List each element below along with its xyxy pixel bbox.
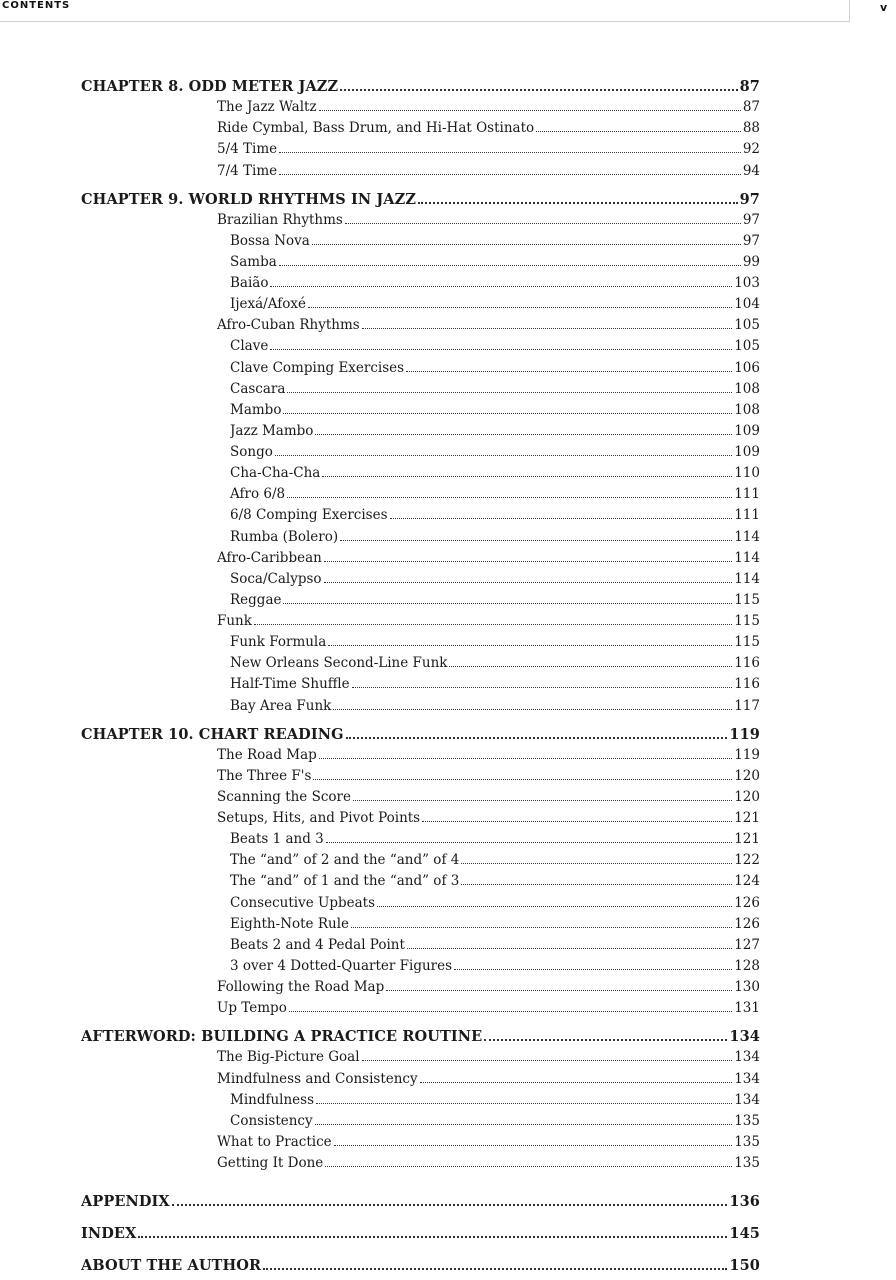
dot-leader	[407, 948, 732, 949]
toc-entry-title: Setups, Hits, and Pivot Points	[217, 810, 421, 827]
toc-chapter-entry[interactable]	[81, 1193, 760, 1210]
toc-chapter-entry[interactable]	[81, 1225, 760, 1242]
toc-section-entry[interactable]	[217, 979, 760, 995]
dot-leader	[418, 202, 738, 204]
toc-entry-title: Clave	[230, 338, 269, 355]
dot-leader	[461, 863, 732, 864]
toc-entry-page: 130	[734, 979, 760, 995]
toc-section-entry[interactable]	[217, 1071, 760, 1087]
dot-leader	[322, 476, 732, 477]
dot-leader	[325, 1166, 732, 1167]
toc-entry-title: Mambo	[230, 401, 282, 418]
toc-section-entry[interactable]	[217, 1155, 760, 1171]
toc-entry-page: 97	[739, 190, 760, 208]
toc-section-entry[interactable]	[230, 444, 760, 460]
toc-section-entry[interactable]	[217, 141, 760, 157]
toc-entry-page: 126	[734, 915, 760, 932]
toc-entry-page: 111	[734, 507, 760, 524]
toc-section-entry[interactable]	[217, 550, 760, 566]
toc-section-entry[interactable]	[230, 423, 760, 439]
toc-section-entry[interactable]	[217, 163, 760, 179]
toc-section-entry[interactable]	[230, 958, 760, 974]
toc-chapter-entry[interactable]	[81, 1028, 760, 1045]
dot-leader	[324, 561, 732, 562]
toc-chapter-entry[interactable]	[81, 78, 760, 95]
toc-entry-page: 87	[739, 78, 760, 95]
toc-section-entry[interactable]	[217, 768, 760, 784]
toc-entry-page: 105	[734, 317, 760, 334]
toc-entry-title: 6/8 Comping Exercises	[230, 507, 388, 524]
toc-entry-title: CHAPTER 8. ODD METER JAZZ	[81, 78, 339, 95]
toc-entry-title: INDEX	[81, 1225, 137, 1243]
dot-leader	[279, 174, 741, 175]
toc-entry-page: 115	[734, 634, 760, 651]
dot-leader	[308, 307, 732, 308]
dot-leader	[377, 906, 732, 907]
toc-entry-title: The Three F's	[217, 767, 312, 784]
dot-leader	[345, 223, 741, 224]
toc-entry-page: 111	[734, 486, 760, 503]
toc-entry-page: 97	[742, 232, 760, 249]
toc-entry-title: Afro-Caribbean	[217, 549, 322, 566]
toc-entry-title: Baião	[230, 275, 269, 292]
toc-section-entry[interactable]	[230, 1092, 760, 1108]
toc-entry-title: The Jazz Waltz	[217, 99, 317, 116]
toc-section-entry[interactable]	[217, 120, 760, 136]
toc-section-entry[interactable]	[230, 486, 760, 502]
toc-chapter-entry[interactable]	[81, 1257, 760, 1274]
dot-leader	[386, 990, 732, 991]
toc-entry-page: 121	[734, 831, 760, 848]
toc-entry-title: New Orleans Second-Line Funk	[230, 655, 448, 672]
toc-section-entry[interactable]	[230, 1113, 760, 1129]
toc-section-entry[interactable]	[230, 655, 760, 671]
toc-section-entry[interactable]	[230, 895, 760, 911]
toc-chapter-entry[interactable]	[81, 726, 760, 743]
dot-leader	[312, 244, 741, 245]
toc-entry-page: 106	[734, 359, 760, 376]
toc-section-entry[interactable]	[230, 529, 760, 545]
toc-entry-title: Reggae	[230, 591, 282, 608]
toc-entry-page: 104	[734, 296, 760, 313]
toc-entry-page: 114	[734, 549, 760, 566]
toc-entry-page: 109	[734, 422, 760, 439]
dot-leader	[279, 152, 741, 153]
toc-entry-title: ABOUT THE AUTHOR	[81, 1257, 262, 1275]
toc-entry-title: Songo	[230, 444, 273, 460]
toc-section-entry[interactable]	[230, 937, 760, 953]
dot-leader	[319, 110, 741, 111]
toc-entry-title: Beats 2 and 4 Pedal Point	[230, 936, 405, 953]
toc-entry-title: What to Practice	[217, 1133, 332, 1150]
toc-entry-title: Bay Area Funk	[230, 697, 332, 714]
toc-section-entry[interactable]	[230, 507, 760, 523]
toc-entry-title: Jazz Mambo	[230, 422, 314, 439]
toc-entry-title: The Road Map	[217, 746, 317, 763]
toc-section-entry[interactable]	[230, 634, 760, 650]
toc-entry-page: 128	[734, 957, 760, 974]
toc-entry-title: Samba	[230, 254, 277, 270]
toc-entry-page: 105	[734, 338, 760, 355]
dot-leader	[279, 265, 741, 266]
toc-entry-title: CHAPTER 10. CHART READING	[81, 725, 344, 743]
toc-entry-title: Bossa Nova	[230, 232, 310, 249]
dot-leader	[390, 518, 733, 519]
toc-entry-page: 103	[734, 275, 760, 292]
toc-entry-title: The “and” of 2 and the “and” of 4	[230, 852, 460, 869]
toc-section-entry[interactable]	[230, 254, 760, 270]
dot-leader	[138, 1236, 727, 1238]
toc-section-entry[interactable]	[230, 592, 760, 608]
toc-section-entry[interactable]	[217, 747, 760, 763]
toc-entry-title: Consistency	[230, 1112, 313, 1129]
toc-entry-title: Rumba (Bolero)	[230, 528, 339, 545]
toc-section-entry[interactable]	[230, 402, 760, 418]
dot-leader	[313, 779, 732, 780]
dot-leader	[353, 800, 732, 801]
toc-entry-title: CHAPTER 9. WORLD RHYTHMS IN JAZZ	[81, 190, 417, 208]
dot-leader	[484, 1039, 727, 1041]
toc-entry-page: 116	[734, 676, 760, 693]
toc-entry-title: Ride Cymbal, Bass Drum, and Hi-Hat Ostinato	[217, 120, 535, 137]
toc-entry-title: APPENDIX	[81, 1193, 170, 1211]
toc-entry-page: 92	[742, 141, 760, 158]
toc-section-entry[interactable]	[230, 873, 760, 889]
toc-entry-page: 124	[734, 873, 760, 890]
toc-entry-title: Getting It Done	[217, 1155, 324, 1171]
dot-leader	[351, 927, 732, 928]
dot-leader	[283, 413, 732, 414]
toc-entry-page: 122	[734, 852, 760, 869]
dot-leader	[326, 842, 732, 843]
toc-entry-page: 99	[742, 254, 760, 270]
dot-leader	[289, 1011, 732, 1012]
toc-entry-page: 94	[742, 162, 760, 179]
dot-leader	[270, 349, 732, 350]
dot-leader	[340, 89, 737, 91]
dot-leader	[362, 1060, 733, 1061]
toc-entry-page: 120	[734, 767, 760, 784]
dot-leader	[270, 286, 732, 287]
toc-entry-page: 115	[734, 613, 760, 629]
dot-leader	[316, 1103, 732, 1104]
dot-leader	[324, 582, 733, 583]
dot-leader	[333, 709, 732, 710]
toc-entry-title: Ijexá/Afoxé	[230, 296, 306, 313]
toc-section-entry[interactable]	[217, 212, 760, 228]
toc-entry-title: Eighth-Note Rule	[230, 915, 350, 932]
toc-section-entry[interactable]	[230, 381, 760, 397]
toc-entry-title: Scanning the Score	[217, 789, 351, 805]
dot-leader	[287, 392, 732, 393]
dot-leader	[254, 624, 732, 625]
dot-leader	[283, 603, 732, 604]
toc-entry-page: 117	[734, 697, 760, 714]
toc-section-entry[interactable]	[230, 831, 760, 847]
toc-entry-page: 134	[734, 1091, 760, 1108]
toc-section-entry[interactable]	[217, 613, 760, 629]
toc-section-entry[interactable]	[230, 275, 760, 291]
toc-entry-title: Mindfulness	[230, 1091, 315, 1108]
toc-entry-page: 127	[734, 936, 760, 953]
toc-section-entry[interactable]	[217, 810, 760, 826]
toc-entry-title: 5/4 Time	[217, 141, 278, 158]
dot-leader	[352, 687, 733, 688]
dot-leader	[328, 645, 732, 646]
toc-entry-title: Afro 6/8	[230, 486, 286, 503]
toc-entry-title: Cascara	[230, 380, 286, 397]
toc-section-entry[interactable]	[230, 465, 760, 481]
toc-entry-title: Following the Road Map	[217, 979, 385, 995]
dot-leader	[275, 455, 732, 456]
dot-leader	[346, 737, 728, 739]
toc-entry-page: 119	[734, 746, 760, 763]
toc-entry-page: 126	[734, 894, 760, 911]
toc-entry-title: Beats 1 and 3	[230, 831, 324, 848]
toc-entry-page: 134	[729, 1028, 760, 1046]
dot-leader	[172, 1204, 728, 1206]
toc-entry-page: 135	[734, 1112, 760, 1129]
toc-section-entry[interactable]	[230, 360, 760, 376]
toc-entry-title: 7/4 Time	[217, 162, 278, 179]
dot-leader	[319, 758, 732, 759]
toc-section-entry[interactable]	[217, 789, 760, 805]
dot-leader	[420, 1082, 733, 1083]
toc-entry-page: 131	[734, 1000, 760, 1017]
toc-section-entry[interactable]	[230, 698, 760, 714]
toc-entry-title: Afro-Cuban Rhythms	[217, 317, 360, 334]
dot-leader	[340, 540, 732, 541]
toc-entry-page: 135	[734, 1155, 760, 1171]
toc-entry-title: Soca/Calypso	[230, 570, 322, 587]
toc-entry-page: 109	[734, 444, 760, 460]
toc-section-entry[interactable]	[230, 916, 760, 932]
toc-entry-page: 114	[734, 570, 760, 587]
dot-leader	[454, 969, 732, 970]
toc-entry-title: AFTERWORD: BUILDING A PRACTICE ROUTINE	[81, 1028, 483, 1046]
dot-leader	[315, 1124, 733, 1125]
toc-entry-page: 108	[734, 401, 760, 418]
dot-leader	[422, 821, 732, 822]
toc-entry-title: Funk Formula	[230, 634, 327, 651]
toc-section-entry[interactable]	[230, 233, 760, 249]
toc-entry-page: 134	[734, 1070, 760, 1087]
toc-entry-page: 150	[729, 1257, 760, 1275]
toc-entry-page: 120	[734, 789, 760, 805]
toc-entry-page: 97	[742, 211, 760, 228]
toc-entry-page: 87	[742, 99, 760, 116]
toc-section-entry[interactable]	[230, 338, 760, 354]
toc-chapter-entry[interactable]	[81, 191, 760, 208]
toc-entry-page: 110	[734, 465, 760, 482]
toc-entry-title: Funk	[217, 613, 252, 629]
dot-leader	[263, 1268, 727, 1270]
dot-leader	[362, 328, 733, 329]
dot-leader	[536, 131, 741, 132]
toc-entry-page: 135	[734, 1133, 760, 1150]
toc-entry-title: The “and” of 1 and the “and” of 3	[230, 873, 460, 890]
toc-entry-title: Up Tempo	[217, 1000, 287, 1017]
toc-entry-page: 134	[734, 1049, 760, 1066]
dot-leader	[315, 434, 732, 435]
chevron-down-icon[interactable]: v	[880, 1, 888, 14]
contents-header-bar	[0, 0, 850, 22]
contents-title: CONTENTS	[2, 0, 71, 11]
toc-entry-page: 88	[742, 120, 760, 137]
toc-entry-title: Cha-Cha-Cha	[230, 465, 321, 482]
toc-entry-title: Consecutive Upbeats	[230, 894, 376, 911]
toc-entry-title: Half-Time Shuffle	[230, 676, 350, 693]
toc-section-entry[interactable]	[217, 317, 760, 333]
toc-entry-title: Mindfulness and Consistency	[217, 1070, 418, 1087]
toc-entry-title: Clave Comping Exercises	[230, 359, 405, 376]
dot-leader	[334, 1145, 733, 1146]
toc-entry-page: 119	[729, 725, 760, 743]
toc-entry-title: The Big-Picture Goal	[217, 1049, 360, 1066]
toc-entry-page: 145	[729, 1225, 760, 1243]
toc-entry-page: 116	[734, 655, 760, 672]
toc-section-entry[interactable]	[217, 1134, 760, 1150]
dot-leader	[461, 884, 732, 885]
toc-section-entry[interactable]	[230, 571, 760, 587]
toc-section-entry[interactable]	[217, 99, 760, 115]
toc-entry-page: 114	[734, 528, 760, 545]
toc-entry-page: 121	[734, 810, 760, 827]
dot-leader	[406, 371, 732, 372]
toc-section-entry[interactable]	[217, 1000, 760, 1016]
toc-entry-title: Brazilian Rhythms	[217, 211, 343, 228]
dot-leader	[449, 666, 732, 667]
toc-entry-page: 115	[734, 591, 760, 608]
toc-section-entry[interactable]	[230, 676, 760, 692]
toc-section-entry[interactable]	[230, 852, 760, 868]
toc-entry-page: 108	[734, 380, 760, 397]
toc-section-entry[interactable]	[217, 1049, 760, 1065]
dot-leader	[287, 497, 732, 498]
toc-entry-page: 136	[729, 1193, 760, 1211]
toc-entry-title: 3 over 4 Dotted-Quarter Figures	[230, 957, 453, 974]
toc-section-entry[interactable]	[230, 296, 760, 312]
